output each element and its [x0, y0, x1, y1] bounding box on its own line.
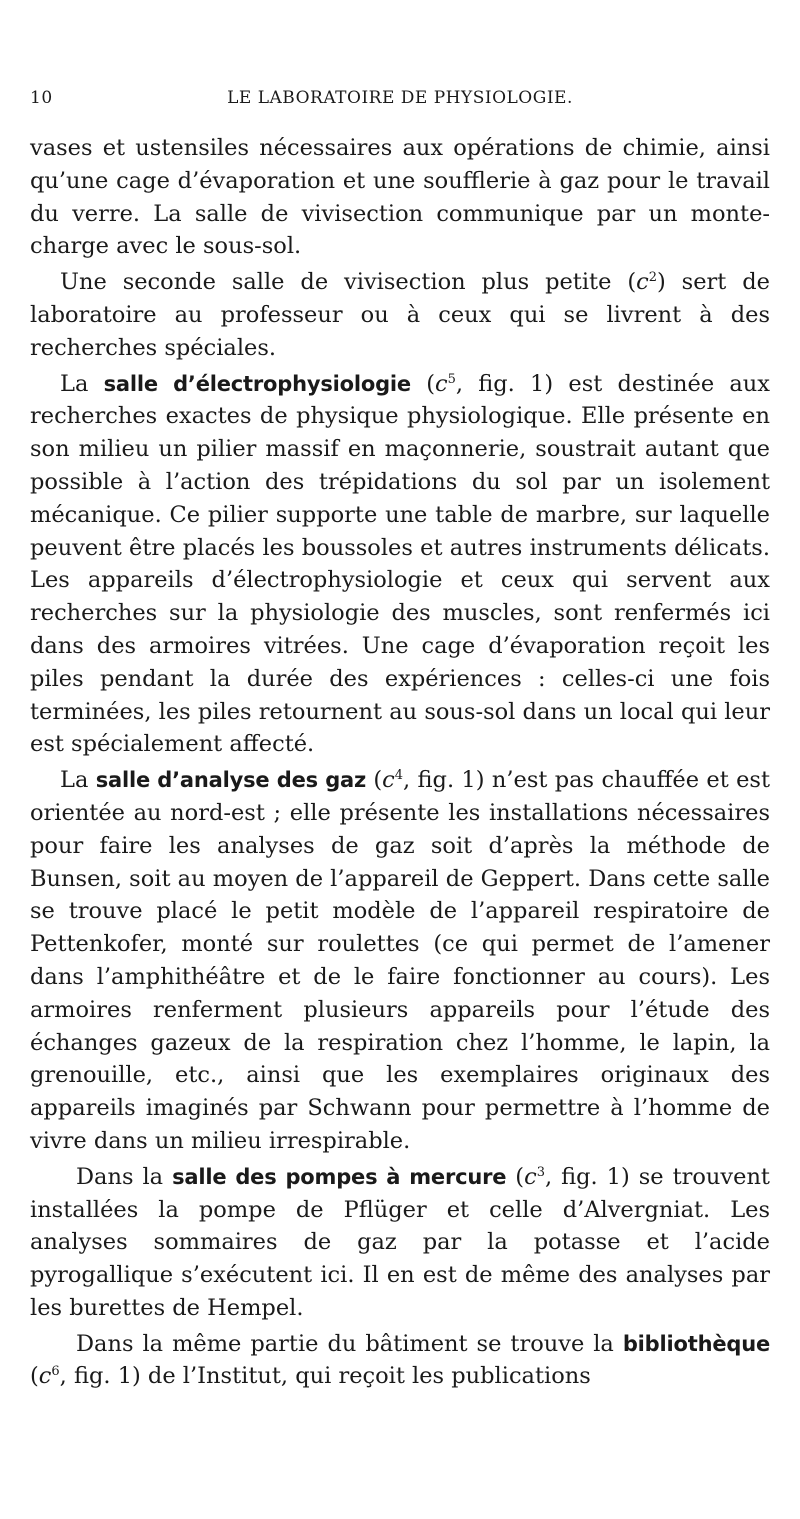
- paren-open: (: [366, 767, 383, 794]
- page-number: 10: [30, 88, 53, 108]
- room-name: bibliothèque: [622, 1331, 770, 1356]
- paragraph-2: [30, 266, 770, 364]
- room-ref: c: [524, 1163, 537, 1190]
- paragraph-5-after: , fig. 1) se trouvent installées la pompe de Pflüger et celle d’Alvergniat. Les analyses sommaires de gaz par la potasse et l’acide pyrogallique s’exécutent ici. Il en est de même des analyses par les burettes de Hempel.: [30, 1163, 770, 1321]
- paren-open: (: [30, 1363, 39, 1390]
- room-name: salle des pompes à mercure: [172, 1164, 507, 1189]
- room-ref-index: 6: [51, 1364, 60, 1380]
- paragraph-3-after: , fig. 1) est destinée aux recherches exactes de physique physiologique. Elle présente en son milieu un pilier massif en maçonnerie, soustrait autant que possible à l’action des trépidations du sol par un isolement mécanique. Ce pilier supporte une table de marbre, sur laquelle peuvent être placés les boussoles et autres instruments délicats. Les appareils d’électrophysiologie et ceux qui servent aux recherches sur la physiologie des muscles, sont renfermés ici dans des armoires vitrées. Une cage d’évaporation reçoit les piles pendant la durée des expériences : celles-ci une fois terminées, les piles retournent au sous-sol dans un local qui leur est spécialement affecté.: [30, 370, 770, 758]
- room-name: salle d’électrophysiologie: [103, 371, 411, 396]
- paragraph-6: [30, 1328, 770, 1394]
- room-ref: c: [636, 269, 649, 296]
- paragraph-5-before: Dans la: [76, 1163, 173, 1190]
- paren-open: (: [410, 370, 435, 397]
- room-ref-index: 5: [447, 371, 456, 387]
- page-header: [30, 88, 770, 116]
- paragraph-4-before: La: [60, 767, 96, 794]
- room-ref-index: 2: [648, 270, 657, 286]
- paragraph-6-after: , fig. 1) de l’Institut, qui reçoit les publications: [59, 1363, 591, 1390]
- room-ref-index: 4: [394, 768, 404, 784]
- running-title: LE LABORATOIRE DE PHYSIOLOGIE.: [227, 88, 573, 108]
- body-text: [30, 132, 770, 1393]
- paragraph-3-before: La: [60, 370, 104, 397]
- paragraph-1: [30, 132, 770, 263]
- room-ref: c: [434, 370, 448, 397]
- room-ref: c: [38, 1363, 52, 1390]
- room-ref-index: 3: [536, 1164, 545, 1180]
- room-ref: c: [382, 767, 395, 794]
- paragraph-1-text: vases et ustensiles nécessaires aux opérations de chimie, ainsi qu’une cage d’évaporation et une soufflerie à gaz pour le travail du verre. La salle de vivisection communique par un monte-charge avec le sous-sol.: [30, 135, 770, 260]
- paragraph-2-before: Une seconde salle de vivisection plus petite (: [60, 269, 637, 296]
- paragraph-2-after: ) sert de laboratoire au professeur ou à ceux qui se livrent à des recherches spéciales.: [30, 269, 770, 361]
- paragraph-3: [30, 368, 770, 762]
- paragraph-6-before: Dans la même partie du bâtiment se trouve la: [76, 1330, 623, 1357]
- room-name: salle d’analyse des gaz: [95, 768, 367, 793]
- paragraph-4-after: , fig. 1) n’est pas chauffée et est orientée au nord-est ; elle présente les installations nécessaires pour faire les analyses de gaz soit d’après la méthode de Bunsen, soit au moyen de l’appareil de Geppert. Dans cette salle se trouve placé le petit modèle de l’appareil respiratoire de Pettenkofer, monté sur roulettes (ce qui permet de l’amener dans l’amphithéâtre et de le faire fonctionner au cours). Les armoires renferment plusieurs appareils pour l’étude des échanges gazeux de la respiration chez l’homme, le lapin, la grenouille, etc., ainsi que les exemplaires originaux des appareils imaginés par Schwann pour permettre à l’homme de vivre dans un milieu irrespirable.: [30, 767, 770, 1154]
- paragraph-5: [30, 1161, 770, 1325]
- paragraph-4: [30, 764, 770, 1158]
- paren-open: (: [506, 1163, 525, 1190]
